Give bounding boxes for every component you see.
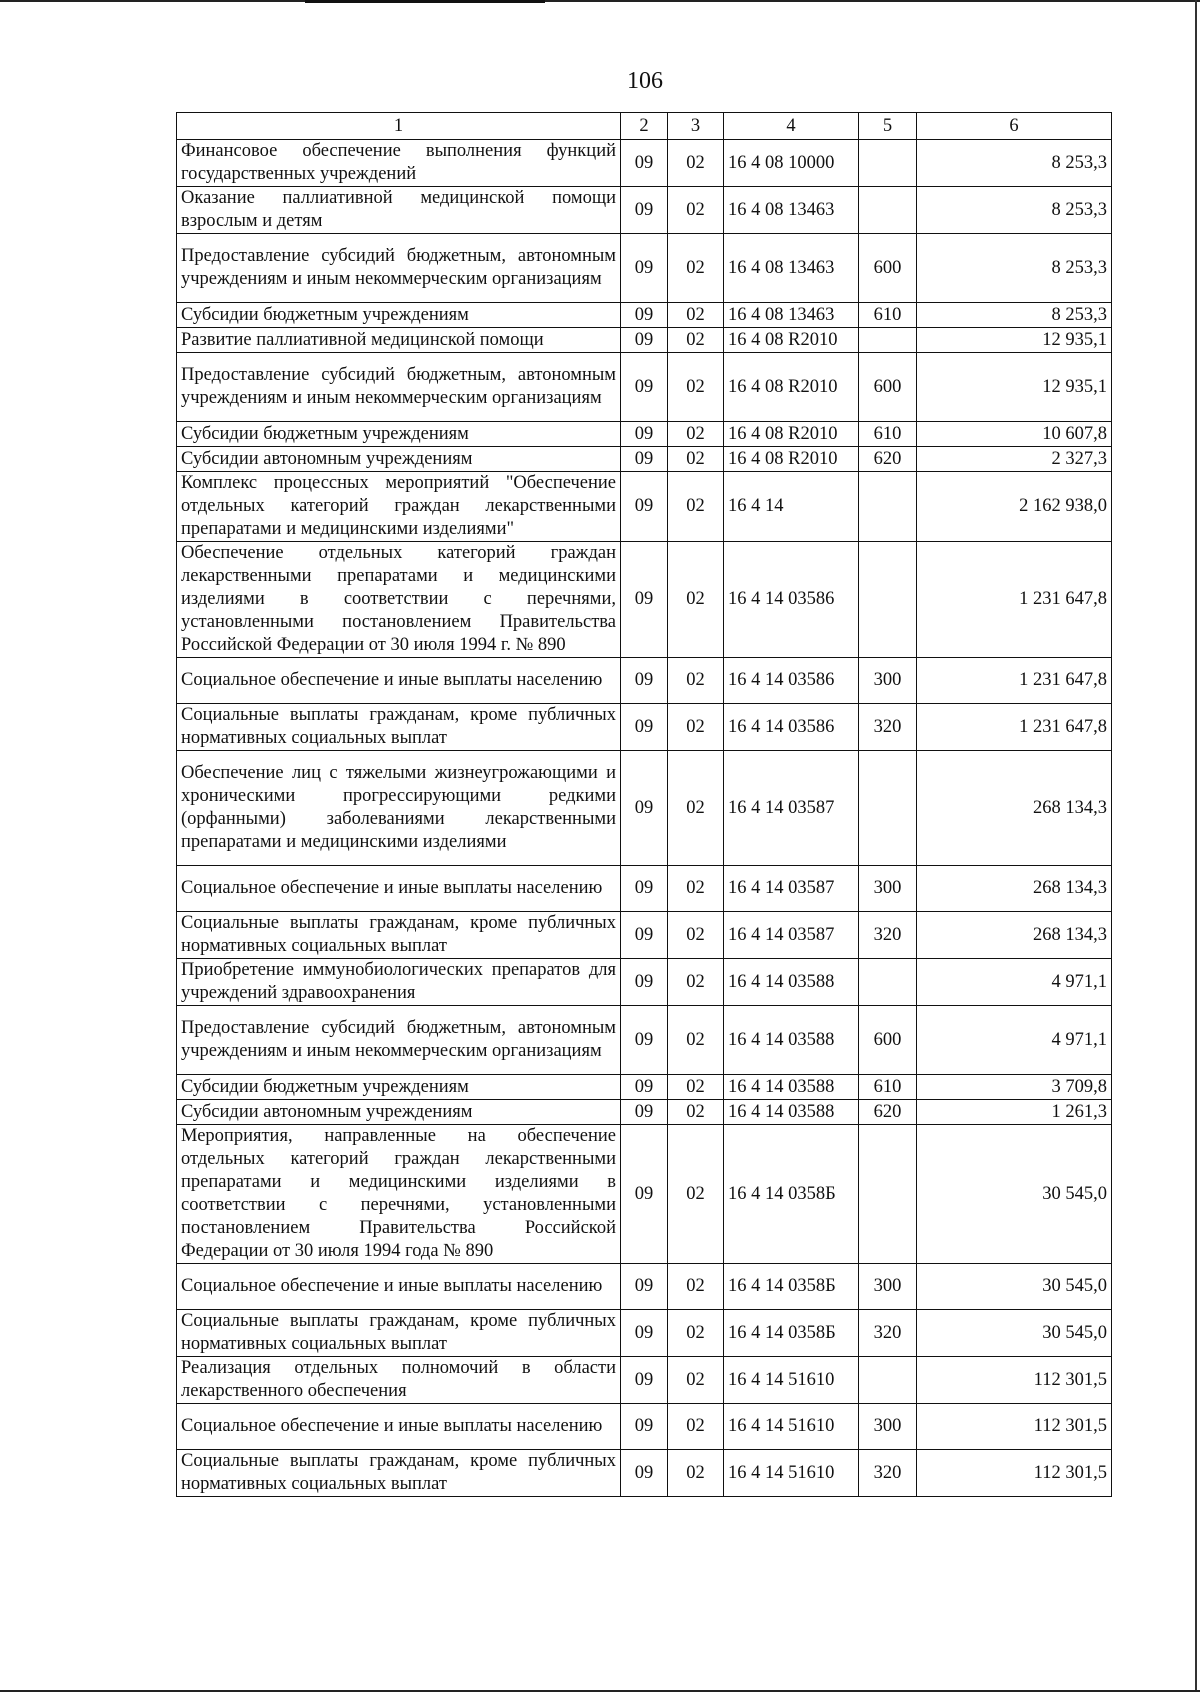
row-csr: 16 4 14 03586 xyxy=(724,704,859,751)
row-csr: 16 4 14 03588 xyxy=(724,1100,859,1125)
table-row xyxy=(177,1357,1112,1404)
row-sum: 4 971,1 xyxy=(917,959,1112,1006)
row-rz: 09 xyxy=(621,1357,668,1404)
row-rz: 09 xyxy=(621,1006,668,1075)
row-pr: 02 xyxy=(668,447,724,472)
row-sum: 1 231 647,8 xyxy=(917,658,1112,704)
row-vr: 600 xyxy=(859,234,917,303)
row-pr: 02 xyxy=(668,472,724,542)
row-vr: 320 xyxy=(859,704,917,751)
row-name: Приобретение иммунобиологических препаратов для учреждений здравоохранения xyxy=(177,959,621,1006)
row-vr xyxy=(859,472,917,542)
header-col-1: 1 xyxy=(177,113,621,140)
row-csr: 16 4 14 03587 xyxy=(724,912,859,959)
row-vr: 300 xyxy=(859,1404,917,1450)
row-csr: 16 4 08 13463 xyxy=(724,187,859,234)
row-vr xyxy=(859,542,917,658)
row-rz: 09 xyxy=(621,1264,668,1310)
row-name: Развитие паллиативной медицинской помощи xyxy=(177,328,621,353)
table-row xyxy=(177,1450,1112,1497)
row-pr: 02 xyxy=(668,234,724,303)
row-csr: 16 4 08 13463 xyxy=(724,234,859,303)
table-row xyxy=(177,303,1112,328)
row-rz: 09 xyxy=(621,447,668,472)
row-csr: 16 4 08 10000 xyxy=(724,140,859,187)
row-rz: 09 xyxy=(621,140,668,187)
table-row xyxy=(177,472,1112,542)
row-pr: 02 xyxy=(668,542,724,658)
row-rz: 09 xyxy=(621,658,668,704)
row-rz: 09 xyxy=(621,328,668,353)
table-row xyxy=(177,704,1112,751)
row-sum: 1 231 647,8 xyxy=(917,704,1112,751)
header-col-2: 2 xyxy=(621,113,668,140)
row-csr: 16 4 08 R2010 xyxy=(724,353,859,422)
row-rz: 09 xyxy=(621,959,668,1006)
row-vr: 300 xyxy=(859,866,917,912)
scan-top-mark xyxy=(305,0,545,3)
header-col-4: 4 xyxy=(724,113,859,140)
row-pr: 02 xyxy=(668,751,724,866)
row-sum: 2 327,3 xyxy=(917,447,1112,472)
row-pr: 02 xyxy=(668,303,724,328)
row-sum: 30 545,0 xyxy=(917,1310,1112,1357)
row-sum: 268 134,3 xyxy=(917,912,1112,959)
row-vr xyxy=(859,751,917,866)
row-name: Социальное обеспечение и иные выплаты населению xyxy=(177,658,621,704)
table-row xyxy=(177,422,1112,447)
row-vr: 610 xyxy=(859,1075,917,1100)
row-vr: 320 xyxy=(859,1310,917,1357)
row-name: Социальные выплаты гражданам, кроме публичных нормативных социальных выплат xyxy=(177,704,621,751)
row-vr xyxy=(859,959,917,1006)
row-sum: 8 253,3 xyxy=(917,187,1112,234)
table-row xyxy=(177,234,1112,303)
row-pr: 02 xyxy=(668,704,724,751)
row-pr: 02 xyxy=(668,187,724,234)
table-row xyxy=(177,1310,1112,1357)
row-csr: 16 4 14 51610 xyxy=(724,1357,859,1404)
row-sum: 3 709,8 xyxy=(917,1075,1112,1100)
table-row xyxy=(177,912,1112,959)
row-rz: 09 xyxy=(621,353,668,422)
row-sum: 12 935,1 xyxy=(917,328,1112,353)
row-vr: 600 xyxy=(859,353,917,422)
row-sum: 8 253,3 xyxy=(917,303,1112,328)
table-row xyxy=(177,959,1112,1006)
row-name: Предоставление субсидий бюджетным, автономным учреждениям и иным некоммерческим организациям xyxy=(177,353,621,422)
row-name: Обеспечение лиц с тяжелыми жизнеугрожающими и хроническими прогрессирующими редкими (орфанными) заболеваниями лекарственными препаратами и медицинскими изделиями xyxy=(177,751,621,866)
row-name: Предоставление субсидий бюджетным, автономным учреждениям и иным некоммерческим организациям xyxy=(177,234,621,303)
row-rz: 09 xyxy=(621,1450,668,1497)
header-col-6: 6 xyxy=(917,113,1112,140)
row-pr: 02 xyxy=(668,1404,724,1450)
row-vr xyxy=(859,328,917,353)
row-name: Финансовое обеспечение выполнения функций государственных учреждений xyxy=(177,140,621,187)
row-vr xyxy=(859,1357,917,1404)
row-name: Социальное обеспечение и иные выплаты населению xyxy=(177,866,621,912)
row-name: Социальные выплаты гражданам, кроме публичных нормативных социальных выплат xyxy=(177,1450,621,1497)
row-rz: 09 xyxy=(621,234,668,303)
row-name: Реализация отдельных полномочий в области лекарственного обеспечения xyxy=(177,1357,621,1404)
row-vr xyxy=(859,140,917,187)
row-rz: 09 xyxy=(621,1075,668,1100)
row-pr: 02 xyxy=(668,1450,724,1497)
row-csr: 16 4 14 03587 xyxy=(724,751,859,866)
row-name: Социальное обеспечение и иные выплаты населению xyxy=(177,1264,621,1310)
row-rz: 09 xyxy=(621,1404,668,1450)
row-sum: 12 935,1 xyxy=(917,353,1112,422)
row-vr xyxy=(859,1125,917,1264)
row-sum: 8 253,3 xyxy=(917,234,1112,303)
scan-top-edge xyxy=(0,0,1200,2)
row-name: Субсидии бюджетным учреждениям xyxy=(177,1075,621,1100)
row-rz: 09 xyxy=(621,303,668,328)
row-csr: 16 4 08 R2010 xyxy=(724,422,859,447)
row-pr: 02 xyxy=(668,658,724,704)
table-row xyxy=(177,187,1112,234)
row-name: Субсидии бюджетным учреждениям xyxy=(177,303,621,328)
row-csr: 16 4 14 03587 xyxy=(724,866,859,912)
row-sum: 1 261,3 xyxy=(917,1100,1112,1125)
row-vr: 300 xyxy=(859,658,917,704)
table-row xyxy=(177,1125,1112,1264)
table-row xyxy=(177,1006,1112,1075)
row-pr: 02 xyxy=(668,1006,724,1075)
row-name: Социальные выплаты гражданам, кроме публичных нормативных социальных выплат xyxy=(177,912,621,959)
row-name: Комплекс процессных мероприятий "Обеспечение отдельных категорий граждан лекарственными препаратами и медицинскими изделиями" xyxy=(177,472,621,542)
table-row xyxy=(177,447,1112,472)
row-pr: 02 xyxy=(668,422,724,447)
page-number: 106 xyxy=(627,68,663,94)
row-pr: 02 xyxy=(668,1075,724,1100)
row-rz: 09 xyxy=(621,1310,668,1357)
row-rz: 09 xyxy=(621,1125,668,1264)
table-row xyxy=(177,140,1112,187)
row-rz: 09 xyxy=(621,912,668,959)
row-rz: 09 xyxy=(621,866,668,912)
row-csr: 16 4 08 R2010 xyxy=(724,328,859,353)
row-csr: 16 4 08 13463 xyxy=(724,303,859,328)
row-sum: 112 301,5 xyxy=(917,1450,1112,1497)
row-pr: 02 xyxy=(668,328,724,353)
row-rz: 09 xyxy=(621,704,668,751)
header-col-3: 3 xyxy=(668,113,724,140)
row-sum: 4 971,1 xyxy=(917,1006,1112,1075)
row-name: Субсидии бюджетным учреждениям xyxy=(177,422,621,447)
row-vr: 610 xyxy=(859,303,917,328)
row-csr: 16 4 14 03586 xyxy=(724,542,859,658)
row-pr: 02 xyxy=(668,1100,724,1125)
row-vr xyxy=(859,187,917,234)
row-sum: 30 545,0 xyxy=(917,1264,1112,1310)
table-row xyxy=(177,542,1112,658)
row-vr: 610 xyxy=(859,422,917,447)
table-row xyxy=(177,866,1112,912)
row-csr: 16 4 14 03588 xyxy=(724,959,859,1006)
row-rz: 09 xyxy=(621,542,668,658)
row-pr: 02 xyxy=(668,353,724,422)
row-csr: 16 4 14 51610 xyxy=(724,1450,859,1497)
row-csr: 16 4 14 0358Б xyxy=(724,1310,859,1357)
row-pr: 02 xyxy=(668,866,724,912)
row-sum: 112 301,5 xyxy=(917,1404,1112,1450)
table-row xyxy=(177,328,1112,353)
row-vr: 300 xyxy=(859,1264,917,1310)
row-name: Социальное обеспечение и иные выплаты населению xyxy=(177,1404,621,1450)
row-sum: 1 231 647,8 xyxy=(917,542,1112,658)
row-csr: 16 4 14 xyxy=(724,472,859,542)
row-csr: 16 4 14 0358Б xyxy=(724,1264,859,1310)
row-name: Оказание паллиативной медицинской помощи взрослым и детям xyxy=(177,187,621,234)
row-sum: 8 253,3 xyxy=(917,140,1112,187)
table-row xyxy=(177,1404,1112,1450)
row-sum: 30 545,0 xyxy=(917,1125,1112,1264)
table-row xyxy=(177,353,1112,422)
row-pr: 02 xyxy=(668,140,724,187)
row-sum: 2 162 938,0 xyxy=(917,472,1112,542)
table-row xyxy=(177,1264,1112,1310)
table-row xyxy=(177,1100,1112,1125)
table-row xyxy=(177,658,1112,704)
row-pr: 02 xyxy=(668,1357,724,1404)
row-sum: 112 301,5 xyxy=(917,1357,1112,1404)
row-vr: 600 xyxy=(859,1006,917,1075)
budget-table xyxy=(176,112,1112,1497)
table-row xyxy=(177,751,1112,866)
row-pr: 02 xyxy=(668,1264,724,1310)
row-csr: 16 4 14 51610 xyxy=(724,1404,859,1450)
row-sum: 268 134,3 xyxy=(917,751,1112,866)
row-csr: 16 4 14 0358Б xyxy=(724,1125,859,1264)
row-vr: 620 xyxy=(859,447,917,472)
row-vr: 620 xyxy=(859,1100,917,1125)
row-csr: 16 4 14 03588 xyxy=(724,1006,859,1075)
row-name: Субсидии автономным учреждениям xyxy=(177,447,621,472)
row-vr: 320 xyxy=(859,1450,917,1497)
row-name: Предоставление субсидий бюджетным, автономным учреждениям и иным некоммерческим организациям xyxy=(177,1006,621,1075)
table-header-row xyxy=(177,113,1112,140)
row-rz: 09 xyxy=(621,1100,668,1125)
row-name: Субсидии автономным учреждениям xyxy=(177,1100,621,1125)
row-sum: 10 607,8 xyxy=(917,422,1112,447)
row-csr: 16 4 14 03588 xyxy=(724,1075,859,1100)
row-name: Социальные выплаты гражданам, кроме публичных нормативных социальных выплат xyxy=(177,1310,621,1357)
row-rz: 09 xyxy=(621,751,668,866)
header-col-5: 5 xyxy=(859,113,917,140)
row-name: Обеспечение отдельных категорий граждан лекарственными препаратами и медицинскими изделиями в соответствии с перечнями, установленными постановлением Правительства Российской Федерации от 30 июля 1994 г. № 890 xyxy=(177,542,621,658)
scan-right-edge xyxy=(1195,0,1197,1692)
row-pr: 02 xyxy=(668,912,724,959)
row-pr: 02 xyxy=(668,959,724,1006)
table-row xyxy=(177,1075,1112,1100)
row-rz: 09 xyxy=(621,472,668,542)
row-rz: 09 xyxy=(621,187,668,234)
row-pr: 02 xyxy=(668,1125,724,1264)
row-vr: 320 xyxy=(859,912,917,959)
row-rz: 09 xyxy=(621,422,668,447)
row-csr: 16 4 08 R2010 xyxy=(724,447,859,472)
row-name: Мероприятия, направленные на обеспечение отдельных категорий граждан лекарственными препаратами и медицинскими изделиями в соответствии с перечнями, установленными постановлением Правительства Российской Федерации от 30 июля 1994 года № 890 xyxy=(177,1125,621,1264)
row-pr: 02 xyxy=(668,1310,724,1357)
row-csr: 16 4 14 03586 xyxy=(724,658,859,704)
row-sum: 268 134,3 xyxy=(917,866,1112,912)
